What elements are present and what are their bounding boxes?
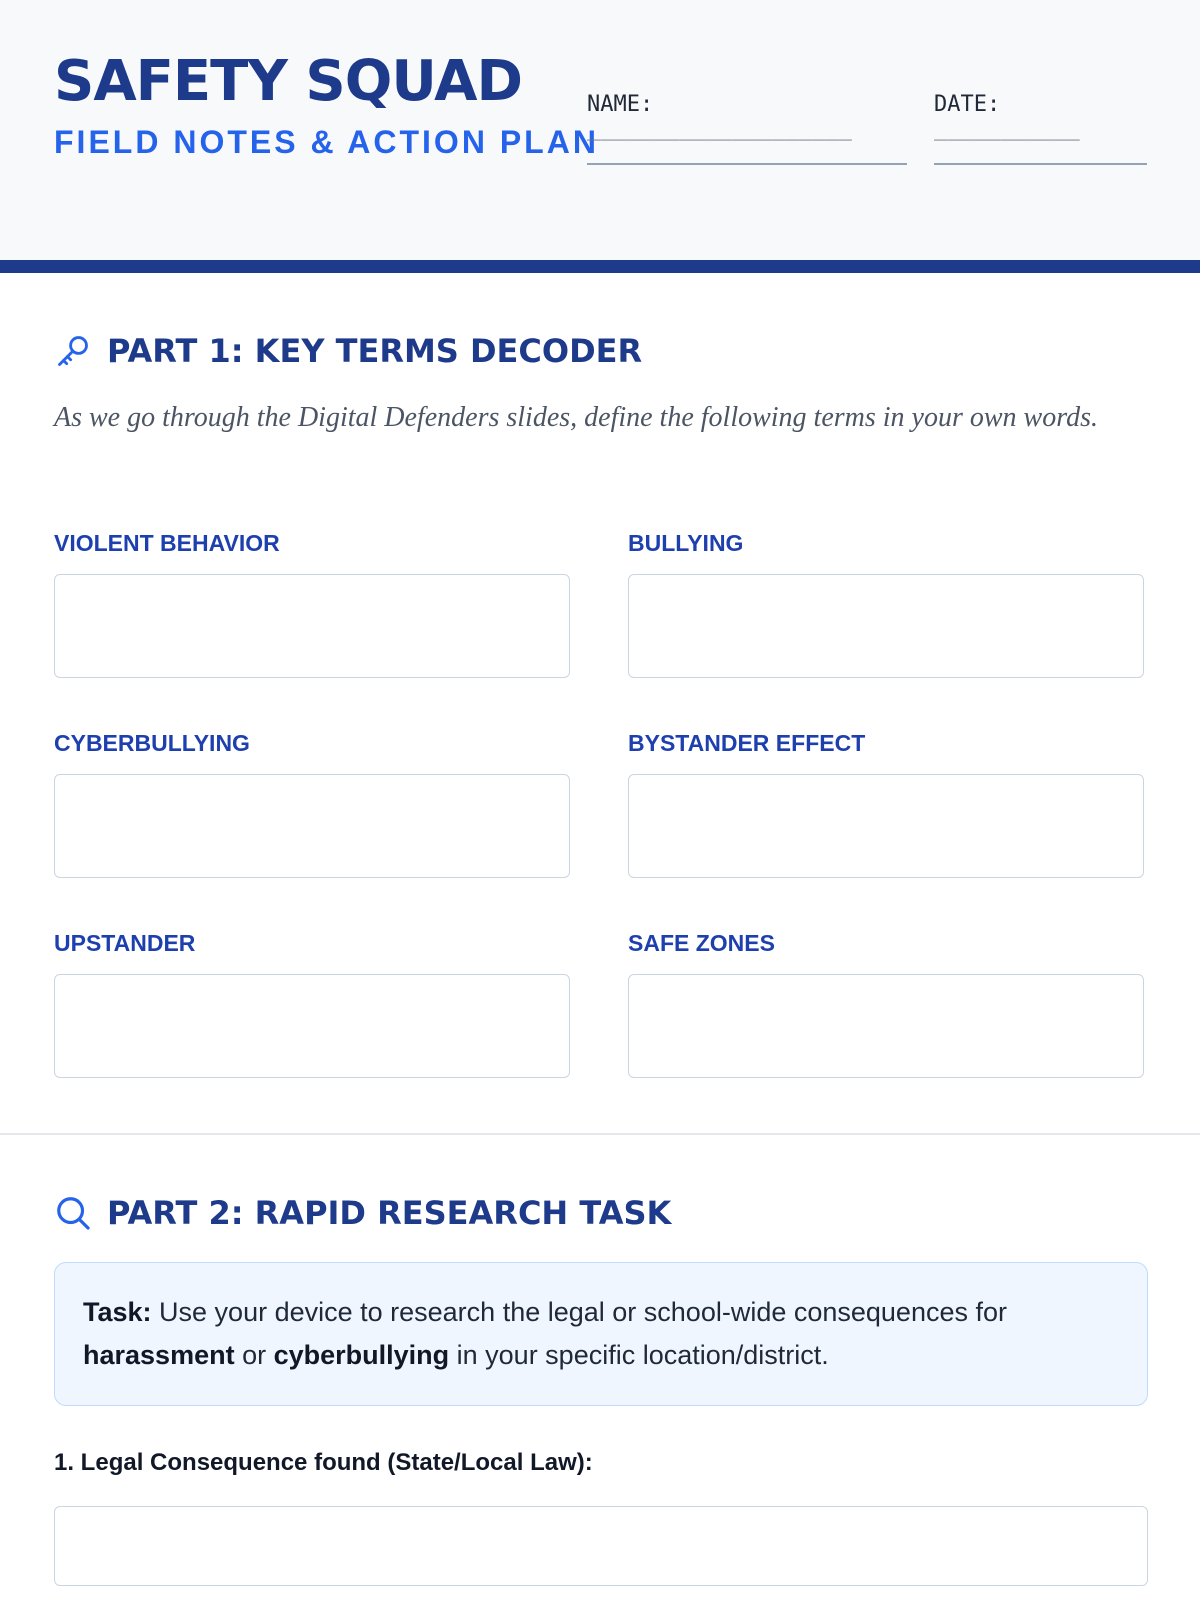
term-label-bullying: BULLYING (628, 530, 744, 556)
name-field[interactable] (587, 163, 907, 165)
task-bold-cyberbullying: cyberbullying (273, 1340, 450, 1370)
task-lead: Task: (83, 1297, 152, 1327)
task-text-1: Use your device to research the legal or school-wide consequences for (151, 1297, 1007, 1327)
name-blank: ____________________ (587, 116, 852, 141)
term-label-safe-zones: SAFE ZONES (628, 930, 775, 956)
date-blank: ___________ (934, 116, 1080, 141)
question-1-answer[interactable] (54, 1506, 1148, 1586)
term-label-cyberbullying: CYBERBULLYING (54, 730, 250, 756)
page-title: SAFETY SQUAD (54, 49, 522, 114)
name-label: NAME: (587, 92, 654, 117)
term-input-upstander[interactable] (54, 974, 570, 1078)
term-label-violent-behavior: VIOLENT BEHAVIOR (54, 530, 280, 556)
term-input-bystander-effect[interactable] (628, 774, 1144, 878)
date-label: DATE: (934, 92, 1001, 117)
task-callout (54, 1262, 1148, 1406)
page-header (0, 0, 1200, 273)
part1-title: PART 1: KEY TERMS DECODER (107, 332, 643, 370)
question-1-label: 1. Legal Consequence found (State/Local Law): (54, 1449, 593, 1476)
term-label-upstander: UPSTANDER (54, 930, 196, 956)
task-text-2: or (234, 1340, 274, 1370)
search-icon (54, 1194, 92, 1232)
part2-title: PART 2: RAPID RESEARCH TASK (107, 1194, 672, 1232)
task-text-3: in your specific location/district. (449, 1340, 829, 1370)
term-input-cyberbullying[interactable] (54, 774, 570, 878)
part1-instructions: As we go through the Digital Defenders slides, define the following terms in your own words. (54, 402, 1098, 433)
term-input-safe-zones[interactable] (628, 974, 1144, 1078)
term-label-bystander-effect: BYSTANDER EFFECT (628, 730, 866, 756)
date-field[interactable] (934, 163, 1147, 165)
term-input-violent-behavior[interactable] (54, 574, 570, 678)
page-subtitle: FIELD NOTES & ACTION PLAN (54, 124, 599, 160)
key-icon (54, 332, 92, 370)
section-divider (0, 1133, 1200, 1135)
task-bold-harassment: harassment (83, 1340, 235, 1370)
term-input-bullying[interactable] (628, 574, 1144, 678)
